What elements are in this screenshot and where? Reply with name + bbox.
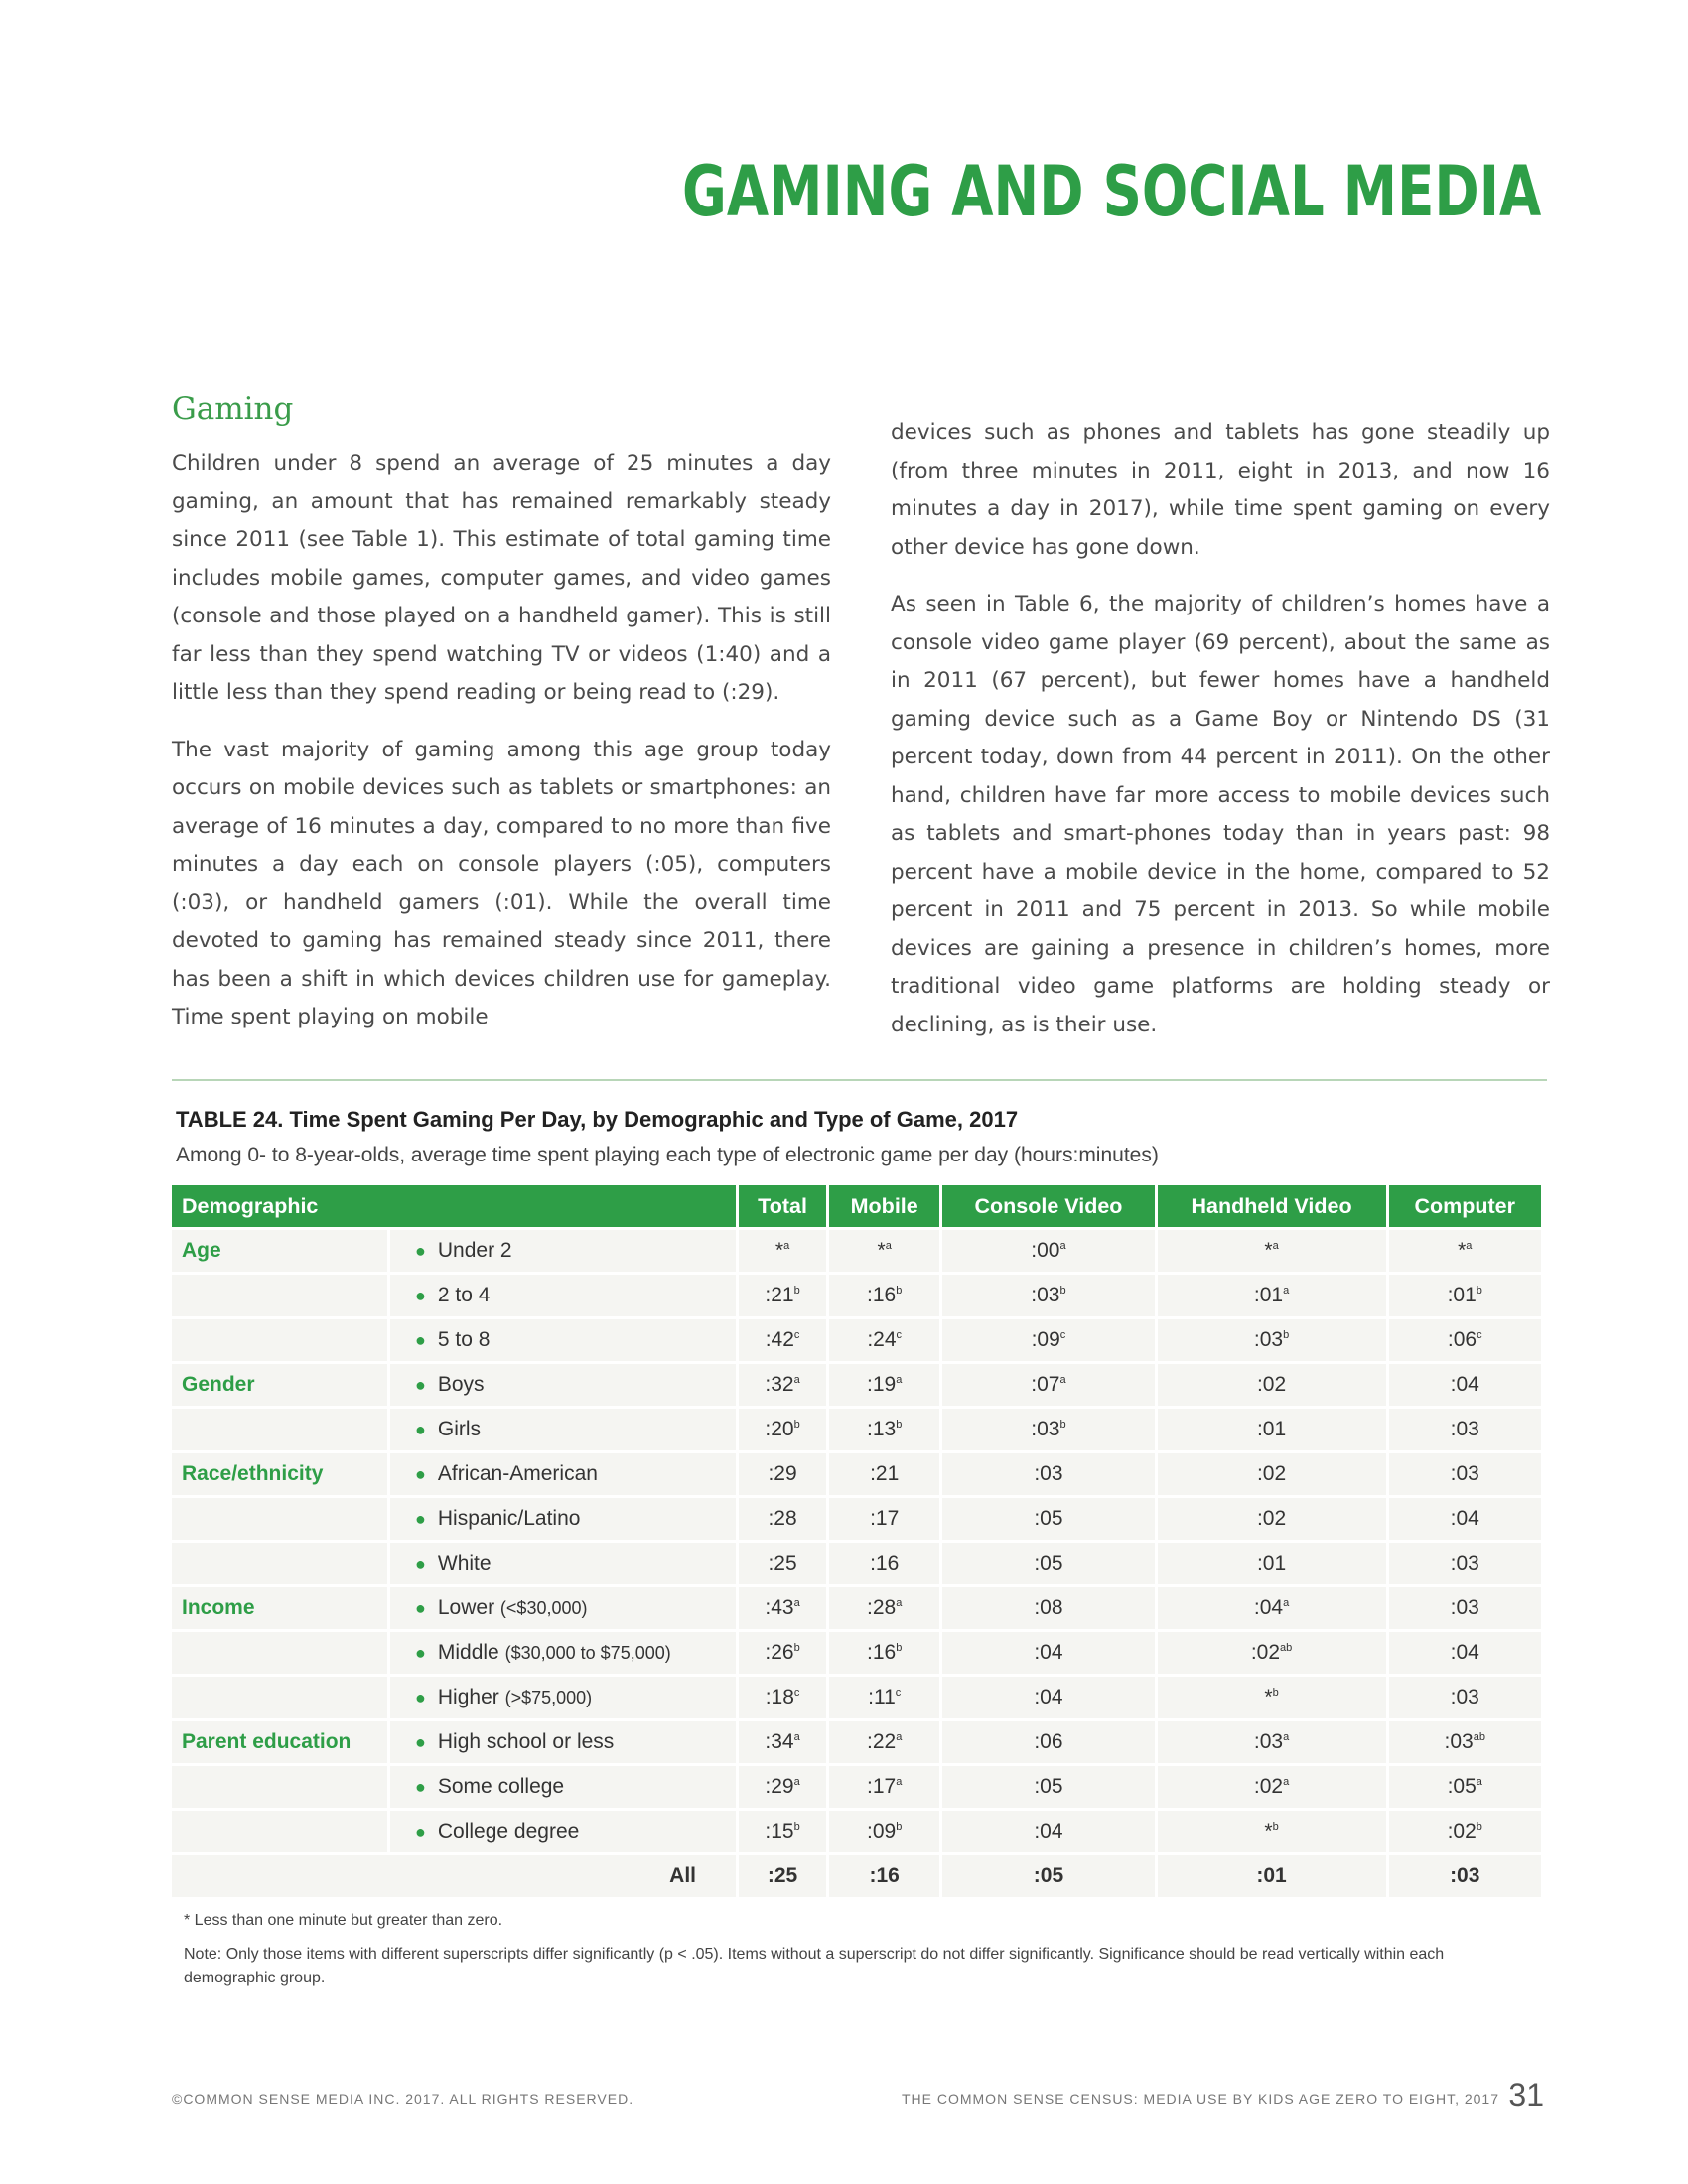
- row-label: [390, 1721, 736, 1763]
- table-note: Note: Only those items with different superscripts differ significantly (p < .05). Items without a superscript do not differ significantly. Significance should be read vertically within each demographic group.: [184, 1946, 1445, 1986]
- cell-value: :04: [1450, 1507, 1479, 1530]
- table-cell: [942, 1498, 1154, 1540]
- table-cell: [829, 1319, 939, 1361]
- significance-superscript: b: [793, 1285, 800, 1297]
- row-label: [390, 1453, 736, 1495]
- row-label: [390, 1498, 736, 1540]
- significance-superscript: c: [793, 1329, 800, 1341]
- cell-value: *: [1458, 1239, 1467, 1262]
- table-header-row: [172, 1185, 1541, 1227]
- table-title: TABLE 24. Time Spent Gaming Per Day, by Demographic and Type of Game, 2017: [176, 1107, 1019, 1132]
- table-row: [172, 1632, 1541, 1674]
- significance-superscript: a: [1476, 1776, 1482, 1788]
- table-row: [172, 1498, 1541, 1540]
- table-cell: [829, 1677, 939, 1718]
- table-cell: [1158, 1230, 1386, 1272]
- row-group-label: [172, 1543, 387, 1584]
- cell-value: :42: [765, 1328, 794, 1351]
- column-header: Console Video: [942, 1185, 1154, 1227]
- cell-value: :01: [1256, 1552, 1287, 1574]
- row-label: [390, 1319, 736, 1361]
- table-cell: [942, 1677, 1154, 1718]
- cell-value: :03: [1450, 1462, 1479, 1485]
- bullet-icon: ●: [415, 1554, 426, 1573]
- table-cell: [1158, 1632, 1386, 1674]
- table-cell: [942, 1543, 1154, 1584]
- significance-superscript: c: [1477, 1329, 1482, 1341]
- cell-value: :20: [765, 1418, 794, 1440]
- bullet-icon: ●: [415, 1286, 426, 1305]
- significance-superscript: b: [896, 1821, 903, 1833]
- bullet-icon: ●: [415, 1464, 426, 1484]
- row-label-text: White: [437, 1552, 492, 1574]
- table-cell: [829, 1364, 939, 1406]
- cell-value: :15: [765, 1820, 794, 1843]
- cell-value: :04: [1450, 1641, 1479, 1664]
- cell-value: :05: [1034, 1775, 1063, 1798]
- table-row: [172, 1453, 1541, 1495]
- table-cell: [942, 1811, 1154, 1852]
- table-cell: [942, 1409, 1154, 1450]
- total-row-label: All: [172, 1855, 736, 1897]
- row-group-label: Age: [172, 1230, 387, 1272]
- table-row: [172, 1319, 1541, 1361]
- cell-value: :02: [1447, 1820, 1477, 1843]
- paragraph: devices such as phones and tablets has gone steadily up (from three minutes in 2011, eight in 2013, and now 16 minutes a day in 2017), while time spent gaming on every other device has gone down.: [891, 420, 1550, 560]
- cell-value: :26: [765, 1641, 794, 1664]
- cell-value: :02: [1256, 1462, 1287, 1485]
- significance-superscript: ab: [1280, 1642, 1293, 1654]
- paragraph: Children under 8 spend an average of 25 minutes a day gaming, an amount that has remained remarkably steady since 2011 (see Table 1). This estimate of total gaming time includes mobile games, computer games, and video games (console and those played on a handheld gamer). This is still far less than they spend watching TV or videos (1:40) and a little less than they spend reading or being read to (:29).: [172, 451, 831, 705]
- significance-superscript: a: [885, 1240, 892, 1252]
- column-header: Demographic: [172, 1185, 736, 1227]
- table-cell: [739, 1721, 826, 1763]
- table-row: [172, 1811, 1541, 1852]
- significance-superscript: a: [1059, 1240, 1066, 1252]
- table-cell: [1158, 1275, 1386, 1316]
- significance-superscript: c: [793, 1687, 800, 1699]
- cell-value: *: [877, 1239, 886, 1262]
- row-group-label: Gender: [172, 1364, 387, 1406]
- row-group-label: [172, 1811, 387, 1852]
- cell-value: :11: [868, 1686, 896, 1708]
- row-group-label: Income: [172, 1587, 387, 1629]
- paragraph: As seen in Table 6, the majority of children’s homes have a console video game player (69 percent), about the same as in 2011 (67 percent), but fewer homes have a handheld gaming device such as a Game Boy or Nintendo DS (31 percent today, down from 44 percent in 2011). On the other hand, children have far more access to mobile devices such as tablets and smart-phones today than in years past: 98 percent have a mobile device in the home, compared to 52 percent in 2011 and 75 percent in 2013. So while mobile devices are gaining a presence in children’s homes, more traditional video game platforms are holding steady or declining, as is their use.: [891, 592, 1550, 1037]
- left-column: [172, 389, 831, 1056]
- table-cell: [1158, 1498, 1386, 1540]
- table-cell: [1389, 1364, 1542, 1406]
- table-cell: [829, 1587, 939, 1629]
- cell-value: :04: [1253, 1596, 1284, 1619]
- table-cell: [1389, 1498, 1542, 1540]
- table-cell: [1389, 1632, 1542, 1674]
- significance-superscript: a: [896, 1731, 903, 1743]
- cell-value: :09: [1031, 1328, 1060, 1351]
- row-label-text: Under 2: [437, 1239, 512, 1262]
- table-cell: [829, 1766, 939, 1808]
- row-label: [390, 1409, 736, 1450]
- cell-value: *: [1264, 1686, 1273, 1708]
- page-number: 31: [1508, 2077, 1544, 2113]
- table-cell: [739, 1587, 826, 1629]
- table-cell: [942, 1230, 1154, 1272]
- row-label-text: Hispanic/Latino: [437, 1507, 581, 1530]
- row-label-text: Higher: [437, 1686, 499, 1708]
- table-cell: [1158, 1364, 1386, 1406]
- table-cell: [1389, 1721, 1542, 1763]
- significance-superscript: a: [793, 1597, 800, 1609]
- significance-superscript: a: [1283, 1776, 1290, 1788]
- table-cell: [1389, 1811, 1542, 1852]
- significance-superscript: a: [793, 1374, 800, 1386]
- cell-value: :03: [1450, 1596, 1479, 1619]
- cell-value: :32: [765, 1373, 794, 1396]
- significance-superscript: a: [793, 1731, 800, 1743]
- table-body: [172, 1230, 1541, 1897]
- significance-superscript: a: [1466, 1240, 1473, 1252]
- cell-value: :22: [867, 1730, 897, 1753]
- table-cell: [1158, 1409, 1386, 1450]
- row-label: [390, 1275, 736, 1316]
- footer-publication: THE COMMON SENSE CENSUS: MEDIA USE BY KIDS AGE ZERO TO EIGHT, 2017: [901, 2091, 1499, 2107]
- table-cell: [829, 1632, 939, 1674]
- table-row: [172, 1543, 1541, 1584]
- table-cell: [739, 1766, 826, 1808]
- significance-superscript: b: [793, 1642, 800, 1654]
- table-total-row: [172, 1855, 1541, 1897]
- table-cell: [829, 1721, 939, 1763]
- table-footnote: * Less than one minute but greater than zero.: [184, 1912, 503, 1929]
- table-cell: [739, 1677, 826, 1718]
- bullet-icon: ●: [415, 1732, 426, 1752]
- page-title: GAMING AND SOCIAL MEDIA: [681, 151, 1541, 232]
- table-cell: [829, 1543, 939, 1584]
- significance-superscript: b: [1272, 1821, 1279, 1833]
- right-column: [891, 414, 1550, 1063]
- table-cell: [942, 1453, 1154, 1495]
- table-cell: [1158, 1587, 1386, 1629]
- row-group-label: Race/ethnicity: [172, 1453, 387, 1495]
- table-cell: [739, 1498, 826, 1540]
- row-label-text: Middle: [437, 1641, 499, 1664]
- cell-value: :03: [1034, 1462, 1063, 1485]
- table-cell: [829, 1498, 939, 1540]
- row-group-label: [172, 1632, 387, 1674]
- row-group-label: [172, 1319, 387, 1361]
- cell-value: :03: [1031, 1284, 1060, 1306]
- table-cell: [739, 1364, 826, 1406]
- table-row: [172, 1721, 1541, 1763]
- row-label-text: Some college: [437, 1775, 565, 1798]
- row-group-label: [172, 1409, 387, 1450]
- cell-value: :04: [1034, 1641, 1063, 1664]
- row-label: [390, 1587, 736, 1629]
- significance-superscript: c: [896, 1329, 903, 1341]
- significance-superscript: c: [895, 1687, 902, 1699]
- bullet-icon: ●: [415, 1822, 426, 1842]
- table-cell: [1389, 1453, 1542, 1495]
- row-group-label: [172, 1498, 387, 1540]
- table-cell: [1389, 1275, 1542, 1316]
- row-label-text: High school or less: [437, 1730, 615, 1753]
- cell-value: :25: [768, 1552, 797, 1574]
- table-cell: [1158, 1721, 1386, 1763]
- cell-value: :16: [870, 1552, 900, 1574]
- bullet-icon: ●: [415, 1509, 426, 1529]
- table-cell: [1158, 1319, 1386, 1361]
- cell-value: :03: [1450, 1418, 1479, 1440]
- row-group-label: [172, 1766, 387, 1808]
- cell-value: :29: [768, 1462, 797, 1485]
- row-label-qualifier: (>$75,000): [504, 1688, 593, 1707]
- cell-value: :24: [867, 1328, 897, 1351]
- table-row: [172, 1275, 1541, 1316]
- cell-value: :04: [1034, 1686, 1063, 1708]
- significance-superscript: a: [793, 1776, 800, 1788]
- table-cell: [829, 1230, 939, 1272]
- table-cell: [942, 1275, 1154, 1316]
- cell-value: :18: [765, 1686, 794, 1708]
- table-cell: [1389, 1230, 1542, 1272]
- table-cell: [1389, 1319, 1542, 1361]
- significance-superscript: b: [793, 1419, 800, 1431]
- significance-superscript: b: [793, 1821, 800, 1833]
- significance-superscript: b: [1283, 1329, 1290, 1341]
- table-cell: [1389, 1766, 1542, 1808]
- row-group-label: [172, 1677, 387, 1718]
- cell-value: :21: [765, 1284, 794, 1306]
- cell-value: :04: [1450, 1373, 1479, 1396]
- cell-value: :05: [1447, 1775, 1477, 1798]
- cell-value: :02: [1250, 1641, 1281, 1664]
- table-cell: [1158, 1677, 1386, 1718]
- row-label: [390, 1543, 736, 1584]
- table-cell: [942, 1319, 1154, 1361]
- significance-superscript: b: [896, 1285, 903, 1297]
- table-cell: [829, 1811, 939, 1852]
- bullet-icon: ●: [415, 1375, 426, 1395]
- column-header: Mobile: [829, 1185, 939, 1227]
- table-cell: [1389, 1543, 1542, 1584]
- significance-superscript: c: [1059, 1329, 1066, 1341]
- paragraph: The vast majority of gaming among this age group today occurs on mobile devices such as tablets or smartphones: an average of 16 minutes a day, compared to no more than five minutes a day each on console players (:05), computers (:03), or handheld gamers (:01). While the overall time devoted to gaming has remained steady since 2011, there has been a shift in which devices children use for gameplay. Time spent playing on mobile: [172, 737, 831, 1029]
- significance-superscript: a: [1272, 1240, 1279, 1252]
- table-cell: [739, 1319, 826, 1361]
- cell-value: *: [1264, 1820, 1273, 1843]
- row-label: [390, 1364, 736, 1406]
- total-cell: :05: [942, 1855, 1154, 1897]
- row-label-text: College degree: [437, 1820, 580, 1843]
- cell-value: :43: [765, 1596, 794, 1619]
- table-cell: [942, 1364, 1154, 1406]
- section-divider: [172, 1079, 1547, 1081]
- cell-value: :01: [1253, 1284, 1284, 1306]
- column-header: Handheld Video: [1158, 1185, 1386, 1227]
- row-label-text: Lower: [437, 1596, 495, 1619]
- table-cell: [739, 1632, 826, 1674]
- bullet-icon: ●: [415, 1688, 426, 1707]
- significance-superscript: b: [896, 1419, 903, 1431]
- cell-value: :29: [765, 1775, 794, 1798]
- table-cell: [1158, 1543, 1386, 1584]
- significance-superscript: a: [1283, 1731, 1290, 1743]
- cell-value: :05: [1034, 1507, 1063, 1530]
- significance-superscript: a: [896, 1374, 903, 1386]
- cell-value: :03: [1031, 1418, 1060, 1440]
- column-header: Total: [739, 1185, 826, 1227]
- table-row: [172, 1677, 1541, 1718]
- significance-superscript: a: [783, 1240, 790, 1252]
- cell-value: :19: [867, 1373, 897, 1396]
- table-cell: [942, 1721, 1154, 1763]
- table-row: [172, 1587, 1541, 1629]
- cell-value: *: [1264, 1239, 1273, 1262]
- table-cell: [1158, 1766, 1386, 1808]
- significance-superscript: b: [1059, 1285, 1066, 1297]
- cell-value: :07: [1031, 1373, 1060, 1396]
- significance-superscript: a: [1283, 1285, 1290, 1297]
- row-label-text: Boys: [437, 1373, 485, 1396]
- footer-copyright: ©COMMON SENSE MEDIA INC. 2017. ALL RIGHTS RESERVED.: [172, 2091, 634, 2107]
- significance-superscript: b: [1059, 1419, 1066, 1431]
- total-cell: :03: [1389, 1855, 1542, 1897]
- significance-superscript: a: [896, 1597, 903, 1609]
- significance-superscript: ab: [1473, 1731, 1485, 1743]
- table-cell: [942, 1632, 1154, 1674]
- significance-superscript: b: [896, 1642, 903, 1654]
- bullet-icon: ●: [415, 1777, 426, 1797]
- row-label-text: Girls: [437, 1418, 482, 1440]
- table-cell: [739, 1811, 826, 1852]
- bullet-icon: ●: [415, 1330, 426, 1350]
- row-label-text: African-American: [437, 1462, 598, 1485]
- cell-value: :01: [1256, 1418, 1287, 1440]
- cell-value: :03: [1450, 1552, 1479, 1574]
- column-header: Computer: [1389, 1185, 1542, 1227]
- table-cell: [739, 1453, 826, 1495]
- cell-value: :01: [1447, 1284, 1477, 1306]
- significance-superscript: a: [1059, 1374, 1066, 1386]
- section-heading: Gaming: [172, 391, 294, 427]
- cell-value: :09: [867, 1820, 897, 1843]
- cell-value: :08: [1034, 1596, 1063, 1619]
- cell-value: :00: [1031, 1239, 1060, 1262]
- significance-superscript: b: [1476, 1821, 1482, 1833]
- table-subtitle: Among 0- to 8-year-olds, average time spent playing each type of electronic game per day (hours:minutes): [176, 1144, 1159, 1166]
- cell-value: *: [774, 1239, 784, 1262]
- significance-superscript: a: [896, 1776, 903, 1788]
- row-group-label: Parent education: [172, 1721, 387, 1763]
- row-label: [390, 1632, 736, 1674]
- cell-value: :02: [1253, 1775, 1284, 1798]
- row-label: [390, 1677, 736, 1718]
- significance-superscript: b: [1272, 1687, 1279, 1699]
- total-cell: :16: [829, 1855, 939, 1897]
- table-cell: [942, 1766, 1154, 1808]
- table-cell: [1389, 1587, 1542, 1629]
- cell-value: :16: [867, 1284, 897, 1306]
- table-cell: [1158, 1811, 1386, 1852]
- table-row: [172, 1230, 1541, 1272]
- table-cell: [829, 1409, 939, 1450]
- bullet-icon: ●: [415, 1420, 426, 1439]
- data-table: [169, 1182, 1544, 1900]
- cell-value: :03: [1450, 1686, 1479, 1708]
- total-cell: :25: [739, 1855, 826, 1897]
- cell-value: :02: [1256, 1507, 1287, 1530]
- table-row: [172, 1766, 1541, 1808]
- significance-superscript: b: [1476, 1285, 1482, 1297]
- bullet-icon: ●: [415, 1643, 426, 1663]
- table-cell: [739, 1409, 826, 1450]
- cell-value: :05: [1034, 1552, 1063, 1574]
- row-label: [390, 1766, 736, 1808]
- cell-value: :17: [867, 1775, 897, 1798]
- cell-value: :34: [765, 1730, 794, 1753]
- table-cell: [942, 1587, 1154, 1629]
- table-cell: [1389, 1677, 1542, 1718]
- table-cell: [739, 1543, 826, 1584]
- cell-value: :17: [870, 1507, 900, 1530]
- row-label-qualifier: ($30,000 to $75,000): [504, 1643, 671, 1663]
- table-row: [172, 1364, 1541, 1406]
- significance-superscript: a: [1283, 1597, 1290, 1609]
- table-cell: [829, 1453, 939, 1495]
- table-cell: [829, 1275, 939, 1316]
- bullet-icon: ●: [415, 1241, 426, 1261]
- cell-value: :28: [867, 1596, 897, 1619]
- cell-value: :03: [1253, 1328, 1284, 1351]
- row-label: [390, 1230, 736, 1272]
- cell-value: :02: [1256, 1373, 1287, 1396]
- table-row: [172, 1409, 1541, 1450]
- bullet-icon: ●: [415, 1598, 426, 1618]
- cell-value: :04: [1034, 1820, 1063, 1843]
- table-cell: [739, 1230, 826, 1272]
- row-label-text: 5 to 8: [437, 1328, 491, 1351]
- cell-value: :03: [1444, 1730, 1474, 1753]
- table-cell: [1158, 1453, 1386, 1495]
- row-label: [390, 1811, 736, 1852]
- table-cell: [1389, 1409, 1542, 1450]
- cell-value: :06: [1034, 1730, 1063, 1753]
- total-cell: :01: [1158, 1855, 1386, 1897]
- row-label-text: 2 to 4: [437, 1284, 491, 1306]
- cell-value: :21: [870, 1462, 900, 1485]
- row-label-qualifier: (<$30,000): [499, 1598, 588, 1618]
- row-group-label: [172, 1275, 387, 1316]
- cell-value: :03: [1253, 1730, 1284, 1753]
- cell-value: :16: [867, 1641, 897, 1664]
- cell-value: :28: [768, 1507, 797, 1530]
- cell-value: :13: [867, 1418, 897, 1440]
- cell-value: :06: [1447, 1328, 1477, 1351]
- table-cell: [739, 1275, 826, 1316]
